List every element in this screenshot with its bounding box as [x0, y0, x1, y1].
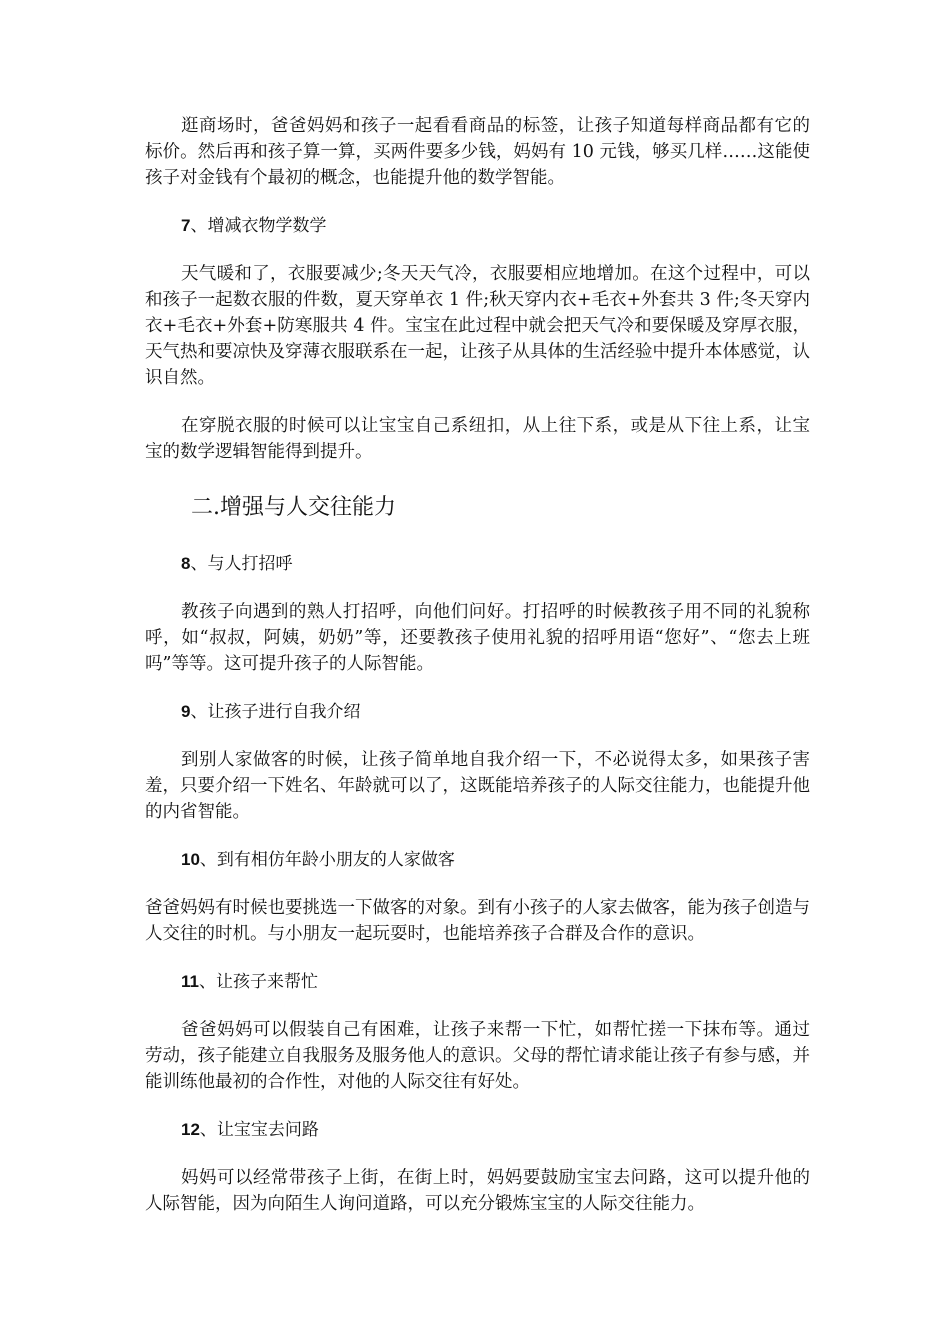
subheading-text: 、到有相仿年龄小朋友的人家做客 — [199, 850, 455, 870]
paragraph-buttons: 在穿脱衣服的时候可以让宝宝自己系纽扣，从上往下系，或是从下往上系，让宝宝的数学逻辑智能得到提升。 — [145, 416, 810, 462]
subheading-number: 11 — [181, 972, 199, 991]
subheading-number: 9 — [181, 702, 191, 721]
subheading-12 — [145, 1117, 810, 1143]
subheading-number: 8 — [181, 554, 191, 573]
paragraph-visiting: 爸爸妈妈有时候也要挑选一下做客的对象。到有小孩子的人家去做客，能为孩子创造与人交往的时机。与小朋友一起玩耍时，也能培养孩子合群及合作的意识。 — [145, 898, 810, 944]
section-heading-social: 二.增强与人交往能力 — [191, 495, 396, 520]
subheading-number: 10 — [181, 850, 200, 869]
subheading-10 — [145, 847, 810, 873]
subheading-text: 、与人打招呼 — [190, 554, 293, 574]
document-page — [145, 113, 810, 1217]
subheading-11 — [145, 969, 810, 995]
subheading-number: 7 — [181, 216, 191, 235]
subheading-text: 、增减衣物学数学 — [190, 216, 327, 236]
paragraph-greeting: 教孩子向遇到的熟人打招呼，向他们问好。打招呼的时候教孩子用不同的礼貌称呼，如“叔叔，阿姨，奶奶”等，还要教孩子使用礼貌的招呼用语“您好”、“您去上班吗”等等。这可提升孩子的人际智能。 — [145, 602, 810, 674]
subheading-text: 、让孩子来帮忙 — [198, 972, 318, 992]
subheading-9 — [145, 699, 810, 725]
paragraph-clothing-counting: 天气暖和了，衣服要减少;冬天天气冷，衣服要相应地增加。在这个过程中，可以和孩子一起数衣服的件数，夏天穿单衣 1 件;秋天穿内衣+毛衣+外套共 3 件;冬天穿内衣+毛衣+外套+防寒服共 4 件。宝宝在此过程中就会把天气冷和要保暖及穿厚衣服，天气热和要凉快及穿薄衣服联系在一起，让孩子从具体的生活经验中提升本体感觉，认识自然。 — [145, 264, 810, 388]
paragraph-asking-directions: 妈妈可以经常带孩子上街，在街上时，妈妈要鼓励宝宝去问路，这可以提升他的人际智能，因为向陌生人询问道路，可以充分锻炼宝宝的人际交往能力。 — [145, 1168, 810, 1214]
paragraph-helping: 爸爸妈妈可以假装自己有困难，让孩子来帮一下忙，如帮忙搓一下抹布等。通过劳动，孩子能建立自我服务及服务他人的意识。父母的帮忙请求能让孩子有参与感，并能训练他最初的合作性，对他的人际交往有好处。 — [145, 1020, 810, 1092]
subheading-text: 、让孩子进行自我介绍 — [190, 702, 361, 722]
subheading-text: 、让宝宝去问路 — [199, 1120, 319, 1140]
paragraph-shopping-labels: 逛商场时，爸爸妈妈和孩子一起看看商品的标签，让孩子知道每样商品都有它的标价。然后再和孩子算一算，买两件要多少钱，妈妈有 10 元钱，够买几样……这能使孩子对金钱有个最初的概念，也能提升他的数学智能。 — [145, 116, 810, 188]
subheading-8 — [145, 551, 810, 577]
subheading-7 — [145, 213, 810, 239]
subheading-number: 12 — [181, 1120, 200, 1139]
paragraph-self-intro: 到别人家做客的时候，让孩子简单地自我介绍一下，不必说得太多，如果孩子害羞，只要介绍一下姓名、年龄就可以了，这既能培养孩子的人际交往能力，也能提升他的内省智能。 — [145, 750, 810, 822]
